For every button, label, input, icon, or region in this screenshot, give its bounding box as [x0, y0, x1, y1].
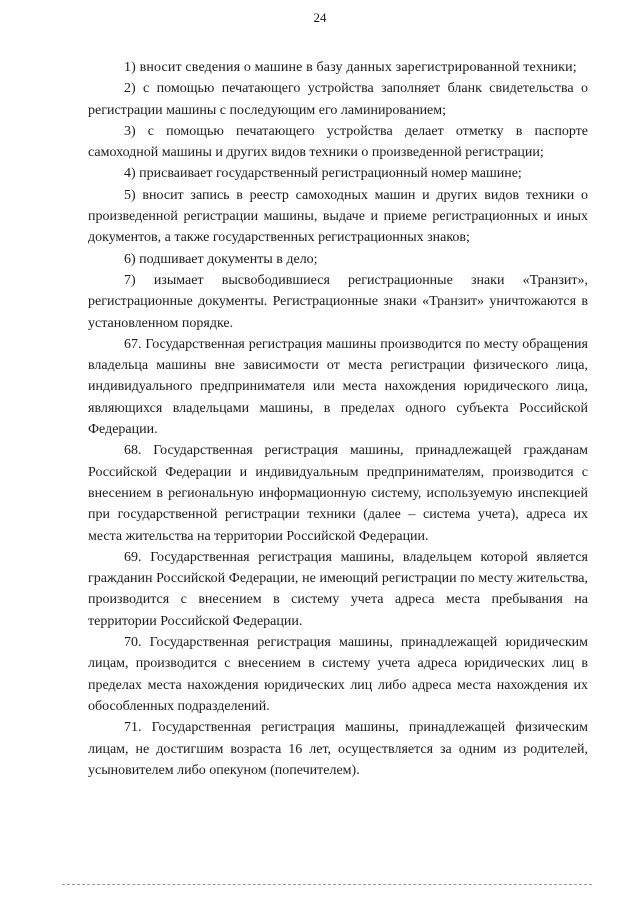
paragraph-section-70: 70. Государственная регистрация машины, принадлежащей юридическим лицам, производится с внесением в систему учета адреса юридических лиц в пределах места нахождения юридических лиц либо адреса места нахождения их обособленных подразделений. — [88, 635, 588, 714]
paragraph-section-68: 68. Государственная регистрация машины, принадлежащей гражданам Российской Федерации и индивидуальным предпринимателям, производится с внесением в региональную информационную систему, используемую инспекцией при государственной регистрации техники (далее – система учета), адреса их места жительства на территории Российской Федерации. — [88, 443, 588, 544]
footer-rule — [62, 884, 592, 885]
paragraph-item-7: 7) изымает высвободившиеся регистрационные знаки «Транзит», регистрационные документы. Регистрационные знаки «Транзит» уничтожаются в установленном порядке. — [88, 272, 588, 331]
paragraph-section-71: 71. Государственная регистрация машины, принадлежащей физическим лицам, не достигшим возраста 16 лет, осуществляется за одним из родителей, усыновителем либо опекуном (попечителем). — [88, 720, 588, 778]
document-body — [88, 57, 588, 781]
paragraph-section-69: 69. Государственная регистрация машины, владельцем которой является гражданин Российской Федерации, не имеющий регистрации по месту жительства, производится с внесением в систему учета адреса места пребывания на территории Российской Федерации. — [88, 549, 588, 629]
paragraph-item-3: 3) с помощью печатающего устройства делает отметку в паспорте самоходной машины и других видов техники о произведенной регистрации; — [88, 123, 588, 161]
page-number: 24 — [313, 10, 327, 25]
paragraph-item-6: 6) подшивает документы в дело; — [124, 251, 318, 267]
paragraph-item-2: 2) с помощью печатающего устройства заполняет бланк свидетельства о регистрации машины с последующим его ламинированием; — [88, 81, 588, 118]
paragraph-item-1: 1) вносит сведения о машине в базу данных зарегистрированной техники; — [124, 60, 577, 75]
paragraph-item-5: 5) вносит запись в реестр самоходных машин и других видов техники о произведенной регистрации машины, выдаче и приеме регистрационных и иных документов, а также государственных регистрационных знаков; — [88, 187, 588, 246]
paragraph-item-4: 4) присваивает государственный регистрационный номер машине; — [124, 166, 522, 182]
paragraph-section-67: 67. Государственная регистрация машины производится по месту обращения владельца машины вне зависимости от места регистрации физического лица, индивидуального предпринимателя или места нахождения юридического лица, являющихся владельцами машины, в пределах одного субъекта Российской Федерации. — [88, 336, 588, 438]
